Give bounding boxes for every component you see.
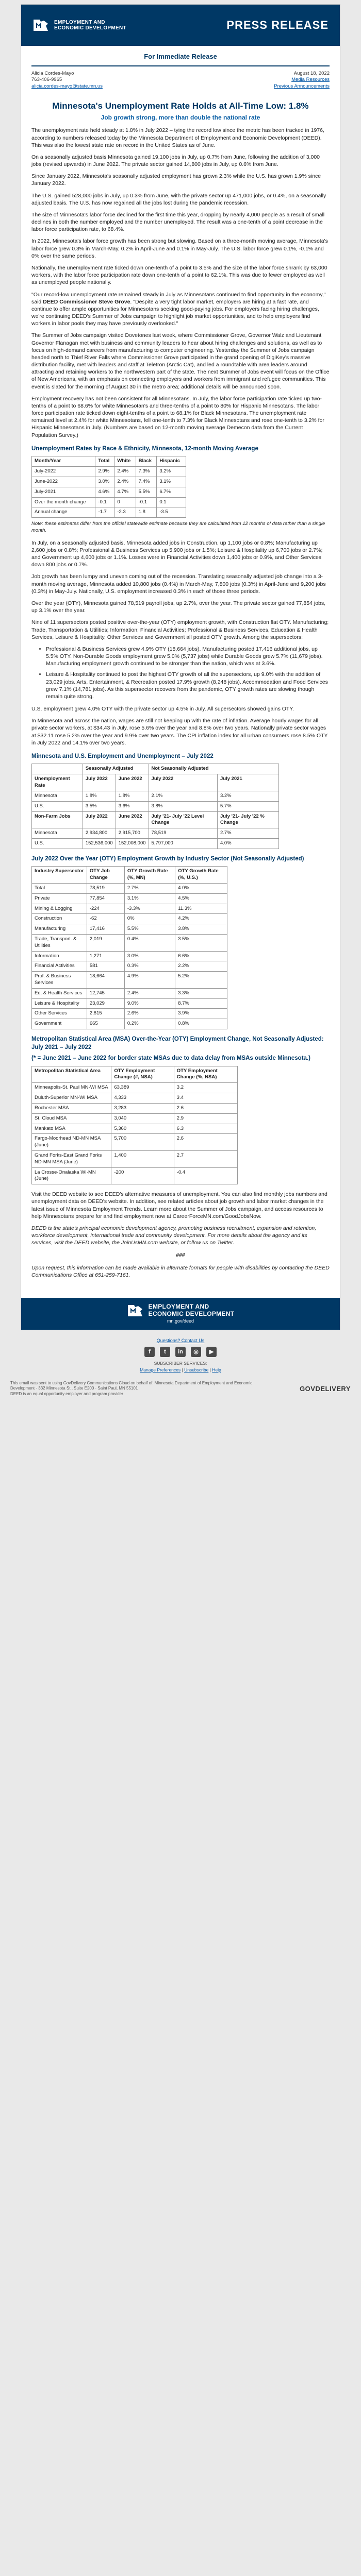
table-cell: 2.2%: [175, 961, 227, 972]
table-cell: 665: [87, 1019, 124, 1029]
table-cell: 7.4%: [136, 477, 157, 487]
table-header-cell: July 2022: [83, 774, 116, 791]
table-cell: Information: [32, 951, 87, 961]
table-cell: 6.3: [174, 1124, 237, 1134]
race-table-title: Unemployment Rates by Race & Ethnicity, Minnesota, 12-month Moving Average: [31, 445, 258, 452]
table-cell: 3,040: [111, 1113, 174, 1124]
table-cell: Duluth-Superior MN-WI MSA: [32, 1093, 111, 1104]
twitter-icon[interactable]: t: [160, 1347, 170, 1357]
table-header-cell: OTY Employment Change (#, NSA): [111, 1066, 174, 1083]
table-header-cell: July '21- July '22 % Change: [217, 811, 278, 828]
table-cell: 4.0%: [217, 838, 278, 849]
table-cell: 0.3%: [124, 961, 175, 972]
table-cell: 5.7%: [217, 801, 278, 811]
table-cell: U.S.: [32, 838, 83, 849]
list-item: • Professional & Business Services grew 4.9% OTY (18,664 jobs). Manufacturing posted 17,416 additional jobs, up 5.5% OTY. Non-Durable Goods employment grew 5.0% (5,737 jobs) while Durable Goods grew 5.7% (11,679 jobs). Manufacturing employment growth continued to be stronger than the nation, which was at 3.6%.: [46, 646, 330, 668]
table-cell: 3.8%: [175, 924, 227, 935]
instagram-icon[interactable]: ◎: [191, 1347, 201, 1357]
header-logo-line1: EMPLOYMENT AND: [54, 19, 105, 25]
table-cell: Trade, Transport. & Utilities: [32, 934, 87, 951]
table-cell: 3.8%: [149, 801, 217, 811]
table-cell: 0: [114, 497, 136, 507]
table-row: [32, 1009, 227, 1019]
table-cell: Manufacturing: [32, 924, 87, 935]
table-header-cell: Industry Supersector: [32, 867, 87, 884]
quote-text-1: "Our record-low unemployment rate remained steady in July as Minnesotans continued to find opportunity in the economy," said: [31, 291, 326, 305]
table-cell: 0.1: [157, 497, 186, 507]
table-cell: 152,008,000: [116, 838, 149, 849]
table-cell: 581: [87, 961, 124, 972]
table-header-cell: Month/Year: [32, 456, 95, 467]
table-row: [32, 1167, 238, 1184]
contact-left: [31, 71, 103, 90]
table-header-cell: Not Seasonally Adjusted: [149, 764, 278, 774]
table-cell: 2.7%: [124, 883, 175, 893]
table-cell: -0.4: [174, 1167, 237, 1184]
table-cell: 4,333: [111, 1093, 174, 1104]
table-cell: Government: [32, 1019, 87, 1029]
mn-us-table: [31, 764, 279, 849]
help-link[interactable]: Help: [212, 1367, 221, 1372]
quote-paragraph: [31, 291, 330, 328]
table-cell: 18,664: [87, 972, 124, 989]
table-cell: Total: [32, 883, 87, 893]
table-cell: 2.7: [174, 1150, 237, 1167]
table-cell: 1.8%: [83, 791, 116, 801]
table-cell: 63,389: [111, 1083, 174, 1093]
table-header-cell: OTY Employment Change (%, NSA): [174, 1066, 237, 1083]
table-cell: 3.3%: [175, 988, 227, 998]
contact-right: [274, 71, 330, 90]
table-cell: Rochester MSA: [32, 1103, 111, 1113]
table-cell: 2,815: [87, 1009, 124, 1019]
table-row: [32, 883, 227, 893]
table-cell: 2.9: [174, 1113, 237, 1124]
table-row: [32, 1083, 238, 1093]
table-cell: 23,029: [87, 998, 124, 1009]
table-header-row: [32, 774, 279, 791]
paragraph: In July, on a seasonally adjusted basis, Minnesota added jobs in Construction, up 1,100 jobs or 0.8%; Manufacturing up 2,600 jobs or 0.8%; Professional & Business Services up 5,900 jobs or 1.5%; Leisure & Hospitality up 6,700 jobs or 2.7%; and Government up 4,600 jobs or 1.1%. Losses were in Financial Activities down 1,400 jobs or 0.9%, and Other Services down 800 jobs or 0.7%.: [31, 539, 323, 568]
table-cell: 2.7%: [217, 828, 278, 839]
table-row: [32, 487, 186, 497]
release-body: [21, 127, 340, 1291]
media-resources-link[interactable]: Media Resources: [291, 77, 330, 83]
header-logo-line2: ECONOMIC DEVELOPMENT: [54, 25, 126, 31]
table-cell: St. Cloud MSA: [32, 1113, 111, 1124]
table-cell: Grand Forks-East Grand Forks ND-MN MSA (June): [32, 1150, 111, 1167]
msa-table: [31, 1066, 238, 1185]
table-header-cell: Total: [95, 456, 114, 467]
email-footer: [0, 1330, 361, 1376]
table-cell: 152,536,000: [83, 838, 116, 849]
table-cell: 2,915,700: [116, 828, 149, 839]
table-cell: 1.8: [136, 507, 157, 518]
table-cell: 0%: [124, 914, 175, 924]
table-row: [32, 934, 227, 951]
table-row: [32, 914, 227, 924]
paragraph: Employment recovery has not been consistent for all Minnesotans. In July, the labor force participation rate ticked up two-tenths of a point to 68.6% for white Minnesotan's and three-tenths of a point to 80% for Hispanic Minnesotans. The labor force participation rate ticked down eight-tenths of a point to 68.1% for Black Minnesotans. The unemployment rate remained level at 2.4% for white Minnesotans, fell one-tenth to 7.3% for Black Minnesotans and rose one-tenth to 3.2% for Hispanic Minnesotans in July. (Numbers are based on 12-month moving average Demecon data from the Current Population Survey.): [31, 395, 324, 438]
table-cell: 3.2%: [157, 467, 186, 477]
table-cell: Minnesota: [32, 828, 83, 839]
manage-preferences-link[interactable]: Manage Preferences: [140, 1367, 181, 1372]
table-cell: Financial Activities: [32, 961, 87, 972]
table-row: [32, 1150, 238, 1167]
table-header-cell: June 2022: [116, 811, 149, 828]
table-row: [32, 1113, 238, 1124]
fine-print: [10, 1381, 268, 1397]
table-row: [32, 838, 279, 849]
table-cell: 5,700: [111, 1134, 174, 1151]
table-row: [32, 893, 227, 904]
table-cell: 3.2%: [217, 791, 278, 801]
table-header-cell: July 2022: [83, 811, 116, 828]
table-row: [32, 961, 227, 972]
table-cell: 3.5%: [175, 934, 227, 951]
industry-table: [31, 866, 227, 1029]
table-cell: 1,400: [111, 1150, 174, 1167]
table-cell: U.S.: [32, 801, 83, 811]
table-header-row: [32, 867, 227, 884]
table-row: [32, 951, 227, 961]
govdelivery-logo[interactable]: GOVDELIVERY: [300, 1384, 351, 1393]
race-table: [31, 456, 186, 518]
table-cell: 3.1%: [157, 477, 186, 487]
table-row: [32, 801, 279, 811]
footer-logo: [127, 1303, 235, 1318]
table-cell: 6.7%: [157, 487, 186, 497]
table-header-cell: July '21- July '22 Level Change: [149, 811, 217, 828]
table-cell: 3.2: [174, 1083, 237, 1093]
table-cell: Minneapolis-St. Paul MN-WI MSA: [32, 1083, 111, 1093]
msa-table-title: Metropolitan Statistical Area (MSA) Over-the-Year (OTY) Employment Change, Not Seasonally Adjusted: July 2021 – July 2022: [31, 1036, 324, 1050]
table-cell: -1.7: [95, 507, 114, 518]
table-cell: 7.3%: [136, 467, 157, 477]
footer-gov-url: mn.gov/deed: [167, 1318, 194, 1324]
table-cell: -3.3%: [124, 904, 175, 914]
unsubscribe-link[interactable]: Unsubscribe: [184, 1367, 209, 1372]
table-cell: -224: [87, 904, 124, 914]
table-cell: June-2022: [32, 477, 95, 487]
table-cell: 5,360: [111, 1124, 174, 1134]
table-row: [32, 1019, 227, 1029]
table-cell: -0.1: [136, 497, 157, 507]
header-logo-text: [54, 20, 126, 31]
mn-us-table-title: Minnesota and U.S. Employment and Unemployment – July 2022: [31, 753, 214, 759]
table-cell: 78,519: [149, 828, 217, 839]
table-header-cell: Hispanic: [157, 456, 186, 467]
table-cell: 2.6%: [124, 1009, 175, 1019]
mn-logo-icon: [127, 1304, 144, 1317]
table-cell: 2.6: [174, 1103, 237, 1113]
contact-us-link[interactable]: Questions? Contact Us: [156, 1337, 205, 1343]
paragraph: Job growth has been lumpy and uneven coming out of the recession. Translating seasonally adjusted job change into a 3-month moving average, Minnesota added 10,800 jobs (0.4%) in March-May, 7,800 jobs (0.3%) in April-June and 9,200 jobs (0.3%) in May-July. Nationally, U.S. employment increased 0.3% in each of those three periods.: [31, 573, 326, 595]
table-cell: 2.4%: [114, 477, 136, 487]
table-cell: 5.5%: [124, 924, 175, 935]
table-cell: 3.6%: [116, 801, 149, 811]
table-row: [32, 1134, 238, 1151]
footer-banner: [21, 1298, 340, 1330]
race-table-note: Note: these estimates differ from the official statewide estimate because they are calculated from 12 months of data rather than a single month.: [31, 521, 325, 533]
table-cell: Mankato MSA: [32, 1124, 111, 1134]
table-row: [32, 988, 227, 998]
for-immediate-release: For Immediate Release: [31, 46, 330, 66]
paragraph: Nationally, the unemployment rate ticked down one-tenth of a point to 3.5% and the size of the labor force shrank by 63,000 workers, with the labor force participation rate down one-tenth of a point to 62.1%. This was due to fewer employed as well as unemployed people nationally.: [31, 265, 327, 286]
table-row: [32, 1124, 238, 1134]
table-cell: 3.0%: [95, 477, 114, 487]
paragraph: Over the year (OTY), Minnesota gained 78,519 payroll jobs, up 2.7%, over the year. The private sector gained 77,854 jobs, up 3.1% over the year.: [31, 600, 326, 614]
end-marker: ###: [176, 1252, 185, 1259]
table-header-cell: OTY Job Change: [87, 867, 124, 884]
table-cell: 2.9%: [95, 467, 114, 477]
paragraph: The U.S. gained 528,000 jobs in July, up 0.3% from June, with the private sector up 471,000 jobs, or 0.4%, on a seasonally adjusted basis. The U.S. has now regained all the jobs lost during the pandemic recession.: [31, 192, 326, 206]
table-header-cell: Unemployment Rate: [32, 774, 83, 791]
quote-speaker: DEED Commissioner Steve Grove: [43, 298, 130, 305]
table-cell: 4.6%: [95, 487, 114, 497]
table-cell: Over the month change: [32, 497, 95, 507]
table-cell: 0.4%: [124, 934, 175, 951]
table-cell: 4.2%: [175, 914, 227, 924]
table-cell: -0.1: [95, 497, 114, 507]
table-row: [32, 828, 279, 839]
contact-name: Alicia Cordes-Mayo: [31, 70, 74, 76]
press-release-card: [21, 4, 340, 1330]
paragraph: Nine of 11 supersectors posted positive over-the-year (OTY) employment growth, with Construction flat OTY. Manufacturing; Trade, Transportation & Utilities; Information; Financial Activities; Professional & Business Services, Education & Health Services, Leisure & Hospitality, Other Services and Government all posted OTY growth. Among the supersectors:: [31, 619, 329, 640]
table-cell: 2.1%: [149, 791, 217, 801]
bottom-bar: [0, 1376, 361, 1397]
table-header-cell: Non-Farm Jobs: [32, 811, 83, 828]
table-cell: Prof. & Business Services: [32, 972, 87, 989]
table-cell: Leisure & Hospitality: [32, 998, 87, 1009]
table-cell: 2.4%: [124, 988, 175, 998]
table-row: [32, 497, 186, 507]
table-cell: Other Services: [32, 1009, 87, 1019]
paragraph: The unemployment rate held steady at 1.8% in July 2022 – tying the record low since the metric has been tracked in 1976, according to numbers released today by the Minnesota Department of Employment and Economic Development (DEED). This was also the lowest state rate on record in the United States as of June.: [31, 127, 324, 148]
table-row: [32, 1103, 238, 1113]
linkedin-icon[interactable]: in: [175, 1347, 186, 1357]
header-banner: [21, 5, 340, 46]
subscriber-services: SUBSCRIBER SERVICES: Manage Preferences | Unsubscribe | Help: [15, 1360, 346, 1374]
table-cell: 4.7%: [114, 487, 136, 497]
footer-logo-line1: EMPLOYMENT AND: [148, 1303, 209, 1311]
table-cell: 11.3%: [175, 904, 227, 914]
press-release-title: PRESS RELEASE: [226, 19, 329, 32]
table-cell: 17,416: [87, 924, 124, 935]
accessibility-paragraph: Upon request, this information can be made available in alternate formats for people with disabilities by contacting the DEED Communications Office at 651-259-7161.: [31, 1264, 330, 1278]
table-cell: 4.9%: [124, 972, 175, 989]
table-header-row: [32, 764, 279, 774]
table-cell: 3,283: [111, 1103, 174, 1113]
table-cell: 3.0%: [124, 951, 175, 961]
header-logo[interactable]: [32, 19, 126, 32]
subscriber-services-label: SUBSCRIBER SERVICES:: [154, 1361, 207, 1366]
table-cell: 4.0%: [175, 883, 227, 893]
table-cell: 5.2%: [175, 972, 227, 989]
closing-paragraph: Visit the DEED website to see DEED's alternative measures of unemployment. You can also find monthly jobs numbers and unemployment data on DEED's website. In addition, see related articles about job growth and labor market changes in the latest issue of Minnesota Employment Trends. Learn more about the Summer of Jobs campaign, and access resources to help Minnesotans prepare for and find employment now at CareerForceMN.com/GoodJobsNow.: [31, 1191, 327, 1219]
table-cell: 12,745: [87, 988, 124, 998]
table-header-cell: OTY Growth Rate (%, U.S.): [175, 867, 227, 884]
supersector-list: [31, 646, 330, 700]
table-header-cell: July 2022: [149, 774, 217, 791]
contact-block: [21, 66, 340, 93]
fine-print-line1: This email was sent to using GovDelivery Communications Cloud on behalf of: Minnesota Department of Employment and Economic Development · 332 Minnesota St., Suite E200 · Saint Paul, MN 55101: [10, 1380, 253, 1391]
table-cell: 5.5%: [136, 487, 157, 497]
table-cell: 9.0%: [124, 998, 175, 1009]
table-row: [32, 1093, 238, 1104]
table-cell: 6.6%: [175, 951, 227, 961]
table-cell: 77,854: [87, 893, 124, 904]
table-cell: 0.8%: [175, 1019, 227, 1029]
table-header-cell: [32, 764, 83, 774]
table-header-cell: Seasonally Adjusted: [83, 764, 149, 774]
table-cell: Annual change: [32, 507, 95, 518]
youtube-icon[interactable]: ▶: [206, 1347, 217, 1357]
table-cell: Construction: [32, 914, 87, 924]
table-row: [32, 467, 186, 477]
table-cell: 0.2%: [124, 1019, 175, 1029]
paragraph: The size of Minnesota's labor force declined for the first time this year, dropping by nearly 4,000 people as a result of small declines in both the number employed and the number unemployed. The result was a one-tenth of a point decrease in the labor force participation rate, to 68.4%.: [31, 211, 325, 233]
table-cell: 2.6: [174, 1134, 237, 1151]
contact-email-link[interactable]: alicia.cordes-mayo@state.mn.us: [31, 83, 103, 90]
table-cell: -2.3: [114, 507, 136, 518]
table-row: [32, 972, 227, 989]
msa-table-subtitle: (* = June 2021 – June 2022 for border state MSAs due to data delay from MSAs outside Minnesota.): [31, 1055, 310, 1062]
table-cell: La Crosse-Onalaska WI-MN (June): [32, 1167, 111, 1184]
table-cell: -200: [111, 1167, 174, 1184]
table-cell: 3.9%: [175, 1009, 227, 1019]
paragraph: U.S. employment grew 4.0% OTY with the private sector up 4.5% in July. All supersectors showed gains OTY.: [31, 706, 294, 713]
paragraph: Since January 2022, Minnesota's seasonally adjusted employment has grown 2.3% while the U.S. has grown 1.9% since January 2022.: [31, 173, 321, 187]
table-header-cell: OTY Growth Rate (%, MN): [124, 867, 175, 884]
list-item: • Leisure & Hospitality continued to post the highest OTY growth of all the supersectors, up 9.0% with the addition of 23,029 jobs. Arts, Entertainment, & Recreation posted 17.9% growth (8,248 jobs). Accommodation and Food Services grew 7.1% (14,781 jobs). As this supersector recovers from the pandemic, OTY growth rates are slowing though remain quite strong.: [46, 671, 330, 700]
table-row: [32, 904, 227, 914]
table-cell: 5,797,000: [149, 838, 217, 849]
social-icons: [15, 1347, 346, 1357]
table-header-row: [32, 811, 279, 828]
table-row: [32, 477, 186, 487]
table-cell: Private: [32, 893, 87, 904]
table-cell: 3.1%: [124, 893, 175, 904]
table-cell: 3.5%: [83, 801, 116, 811]
release-date: August 18, 2022: [293, 70, 330, 76]
mn-logo-icon: [32, 19, 50, 32]
table-cell: July-2021: [32, 487, 95, 497]
table-header-cell: Black: [136, 456, 157, 467]
table-header-cell: June 2022: [116, 774, 149, 791]
paragraph: The Summer of Jobs campaign visited Dovetones last week, where Commissioner Grove, Governor Walz and Lieutenant Governor Flanagan met with business and community leaders to hear about hiring challenges and solutions, as well as to focus on high-demand careers from manufacturing to computer engineering. Yesterday the Summer of Jobs campaign headed north to Thief River Falls where Commissioner Grove participated in the grand opening of DigiKey's massive distribution facility, met with leaders and staff at Teletron (Arctic Cat), and led a roundtable with area leaders around attracting and retaining workers to the northwestern part of the state. The next Summer of Jobs event will focus on the Office of New Americans, with an emphasis on connecting employers and workers from immigrant and refugee communities. This event is slated for the morning of August 30 in the metro area; additional details will be announced soon.: [31, 332, 330, 390]
facebook-icon[interactable]: f: [144, 1347, 155, 1357]
footer-logo-line2: ECONOMIC DEVELOPMENT: [148, 1310, 235, 1317]
table-header-cell: July 2021: [217, 774, 278, 791]
table-row: [32, 998, 227, 1009]
headline: Minnesota's Unemployment Rate Holds at All-Time Low: 1.8%: [52, 100, 309, 111]
table-header-row: [32, 1066, 238, 1083]
table-header-cell: White: [114, 456, 136, 467]
contact-phone: 763-406-9965: [31, 77, 62, 83]
table-cell: Minnesota: [32, 791, 83, 801]
industry-table-title: July 2022 Over the Year (OTY) Employment Growth by Industry Sector (Not Seasonally Adjusted): [31, 855, 304, 862]
table-cell: 78,519: [87, 883, 124, 893]
footer-logo-text: [149, 1303, 235, 1318]
table-cell: Mining & Logging: [32, 904, 87, 914]
subheadline: Job growth strong, more than double the national rate: [101, 114, 260, 122]
table-row: [32, 791, 279, 801]
about-deed-paragraph: DEED is the state's principal economic development agency, promoting business recruitment, expansion and retention, workforce development, international trade and community development. For more details about the agency and its services, visit the DEED website, the JoinUsMN.com website, or follow us on Twitter.: [31, 1225, 317, 1246]
table-cell: 2.4%: [114, 467, 136, 477]
table-row: [32, 507, 186, 518]
fine-print-line2: DEED is an equal opportunity employer and program provider: [10, 1392, 123, 1397]
table-cell: -62: [87, 914, 124, 924]
table-cell: -3.5: [157, 507, 186, 518]
table-cell: Ed. & Health Services: [32, 988, 87, 998]
table-row: [32, 924, 227, 935]
quote-text-2: . "Despite a very tight labor market, employers are hiring at a fast rate, and continue to offer ample opportunities for Minnesotans seeking good-paying jobs. For employers facing hiring challenges, we're continuing DEED's Summer of Jobs campaign to highlight job market opportunities, and to help employers find workers in labor pools they may have previously overlooked.": [31, 298, 319, 327]
table-cell: 4.5%: [175, 893, 227, 904]
table-cell: 8.7%: [175, 998, 227, 1009]
footer-logo-group[interactable]: [127, 1303, 235, 1324]
table-cell: 3.4: [174, 1093, 237, 1104]
table-cell: 2,019: [87, 934, 124, 951]
table-cell: Fargo-Moorhead ND-MN MSA (June): [32, 1134, 111, 1151]
table-header-cell: Metropolitan Statistical Area: [32, 1066, 111, 1083]
paragraph: In Minnesota and across the nation, wages are still not keeping up with the rate of inflation. Average hourly wages for all private sector workers, at $34.43 in July, rose 5.6% over the year and 8.8% over two years. Nationally private sector wages at $32.11 rose 5.2% over the year and 9.9% over two years. The CPI inflation index for all urban consumers rose 8.5% OTY in July 2022 and 14.1% over two years.: [31, 718, 328, 746]
table-cell: 1,271: [87, 951, 124, 961]
paragraph: On a seasonally adjusted basis Minnesota gained 19,100 jobs in July, up 0.7% from June, following the addition of 3,000 jobs (revised upwards) in June 2022. The private sector gained 14,800 jobs in July, up 0.6% from June.: [31, 154, 320, 168]
paragraph: In 2022, Minnesota's labor force growth has been strong but slowing. Based on a three-month moving average, Minnesota's labor force grew 0.3% in March-May, 0.2% in April-June and 0.1% in May-July. The U.S. labor force grew 0.1%, -0.1% and 0% over the same periods.: [31, 238, 328, 259]
table-cell: 1.8%: [116, 791, 149, 801]
table-header-row: [32, 456, 186, 467]
table-cell: July-2022: [32, 467, 95, 477]
table-cell: 2,934,800: [83, 828, 116, 839]
previous-announcements-link[interactable]: Previous Announcements: [274, 83, 330, 90]
